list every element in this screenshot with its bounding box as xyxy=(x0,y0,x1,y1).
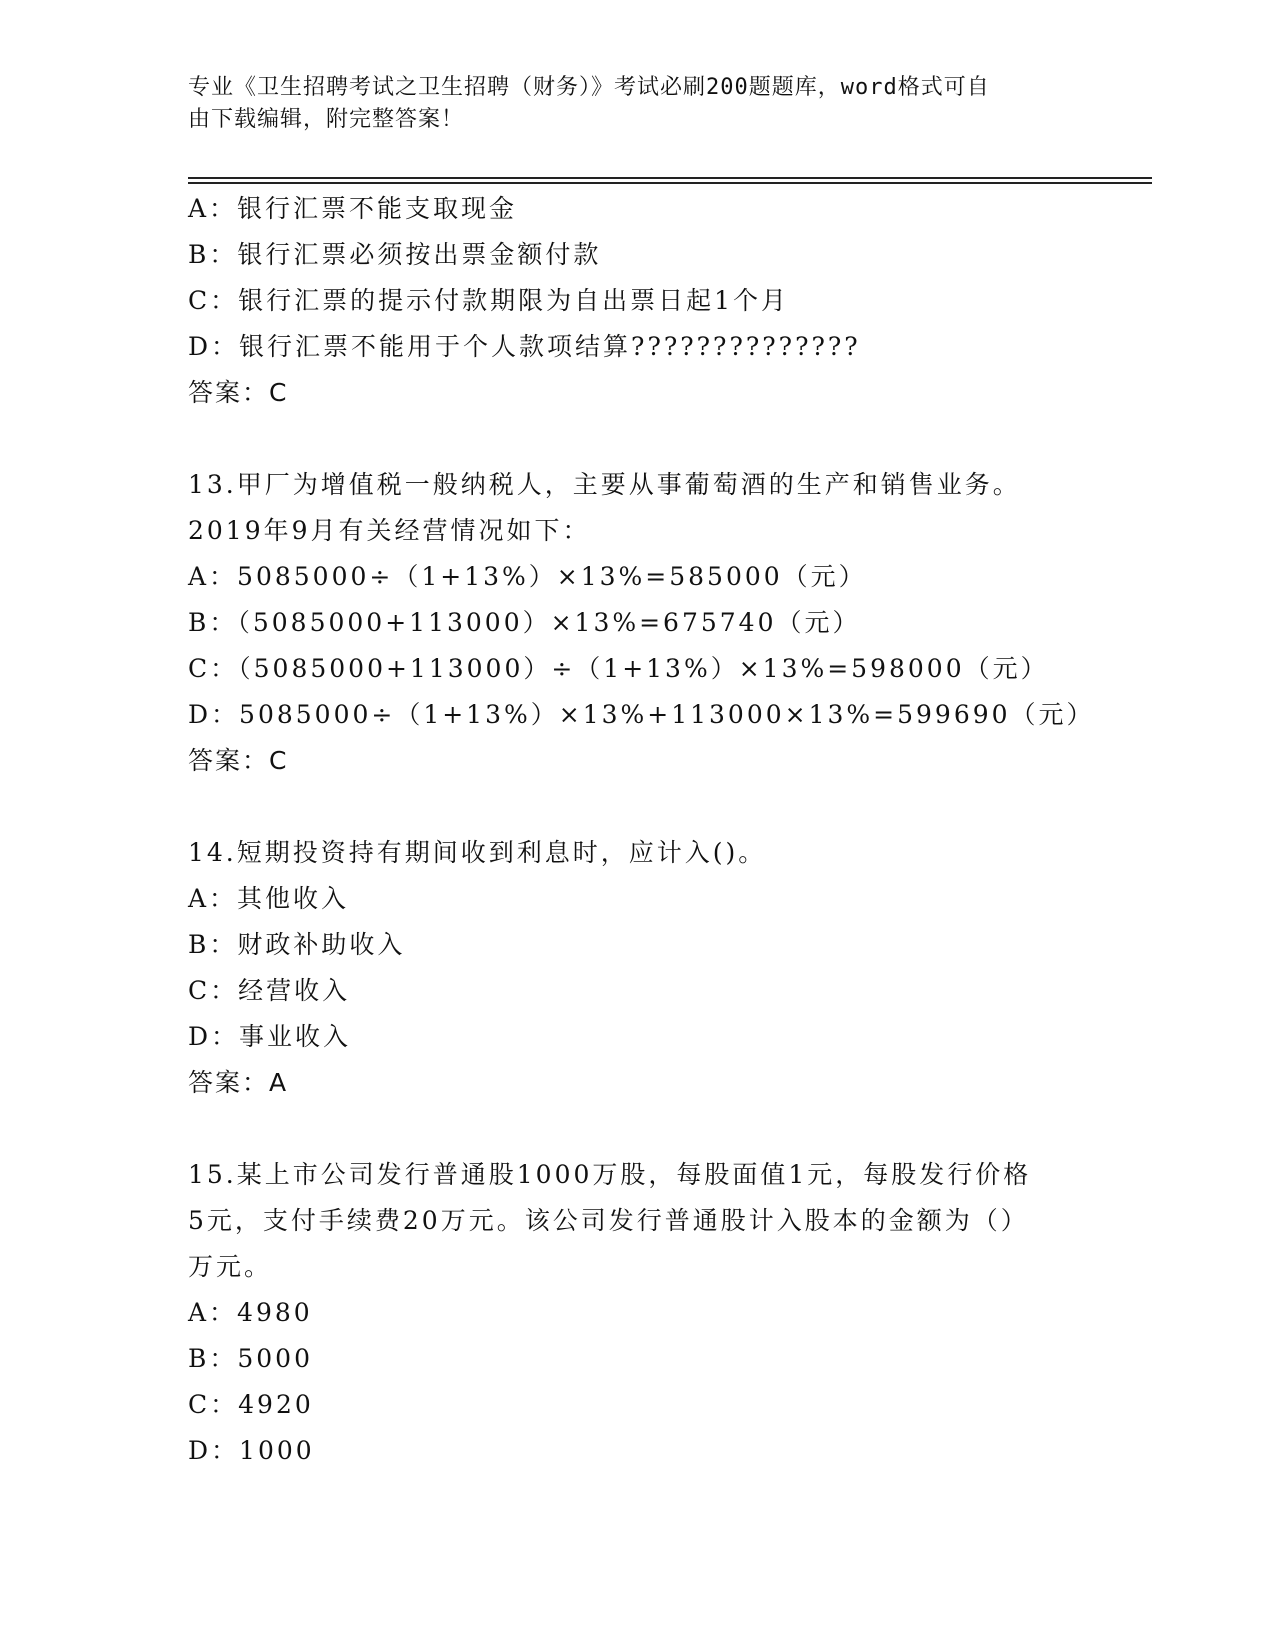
option-a: A：其他收入 xyxy=(188,884,350,913)
option-c: C：（5085000+113000）÷（1+13%）×13%=598000（元） xyxy=(188,654,1049,683)
question-text: 15.某上市公司发行普通股1000万股，每股面值1元，每股发行价格 xyxy=(188,1160,1032,1189)
header-line-2: 由下载编辑，附完整答案！ xyxy=(188,107,465,132)
spacer xyxy=(188,784,1068,830)
question-12 xyxy=(188,186,1068,416)
option-c: C：4920 xyxy=(188,1390,314,1419)
answer: 答案：C xyxy=(188,378,289,407)
option-d: D：1000 xyxy=(188,1436,315,1465)
question-13 xyxy=(188,462,1095,784)
option-d: D：银行汇票不能用于个人款项结算?????????????? xyxy=(188,332,861,361)
answer: 答案：A xyxy=(188,1068,289,1097)
option-c: C：经营收入 xyxy=(188,976,351,1005)
header-divider-bottom xyxy=(188,182,1152,184)
question-text: 5元，支付手续费20万元。该公司发行普通股计入股本的金额为（） xyxy=(188,1206,1029,1235)
question-15 xyxy=(188,1152,1068,1474)
question-text: 2019年9月有关经营情况如下： xyxy=(188,516,591,545)
spacer xyxy=(188,416,1068,462)
option-a: A：5085000÷（1+13%）×13%=585000（元） xyxy=(188,562,867,591)
option-d: D：事业收入 xyxy=(188,1022,352,1051)
option-b: B：财政补助收入 xyxy=(188,930,406,959)
header-line-1: 专业《卫生招聘考试之卫生招聘（财务）》考试必刷200题题库，word格式可自 xyxy=(188,75,990,100)
question-text: 13.甲厂为增值税一般纳税人，主要从事葡萄酒的生产和销售业务。 xyxy=(188,470,1021,499)
option-a: A：4980 xyxy=(188,1298,313,1327)
option-b: B：银行汇票必须按出票金额付款 xyxy=(188,240,602,269)
option-a: A：银行汇票不能支取现金 xyxy=(188,194,518,223)
spacer xyxy=(188,1106,1068,1152)
header-divider-top xyxy=(188,177,1152,179)
question-14 xyxy=(188,830,1068,1106)
document-header xyxy=(188,72,1068,136)
question-text: 14.短期投资持有期间收到利息时，应计入()。 xyxy=(188,838,767,867)
question-text: 万元。 xyxy=(188,1252,273,1281)
option-c: C：银行汇票的提示付款期限为自出票日起1个月 xyxy=(188,286,790,315)
question-list xyxy=(188,186,1095,1474)
option-b: B：5000 xyxy=(188,1344,313,1373)
option-d: D：5085000÷（1+13%）×13%+113000×13%=599690（元） xyxy=(188,700,1095,729)
answer: 答案：C xyxy=(188,746,289,775)
option-b: B：（5085000+113000）×13%=675740（元） xyxy=(188,608,861,637)
